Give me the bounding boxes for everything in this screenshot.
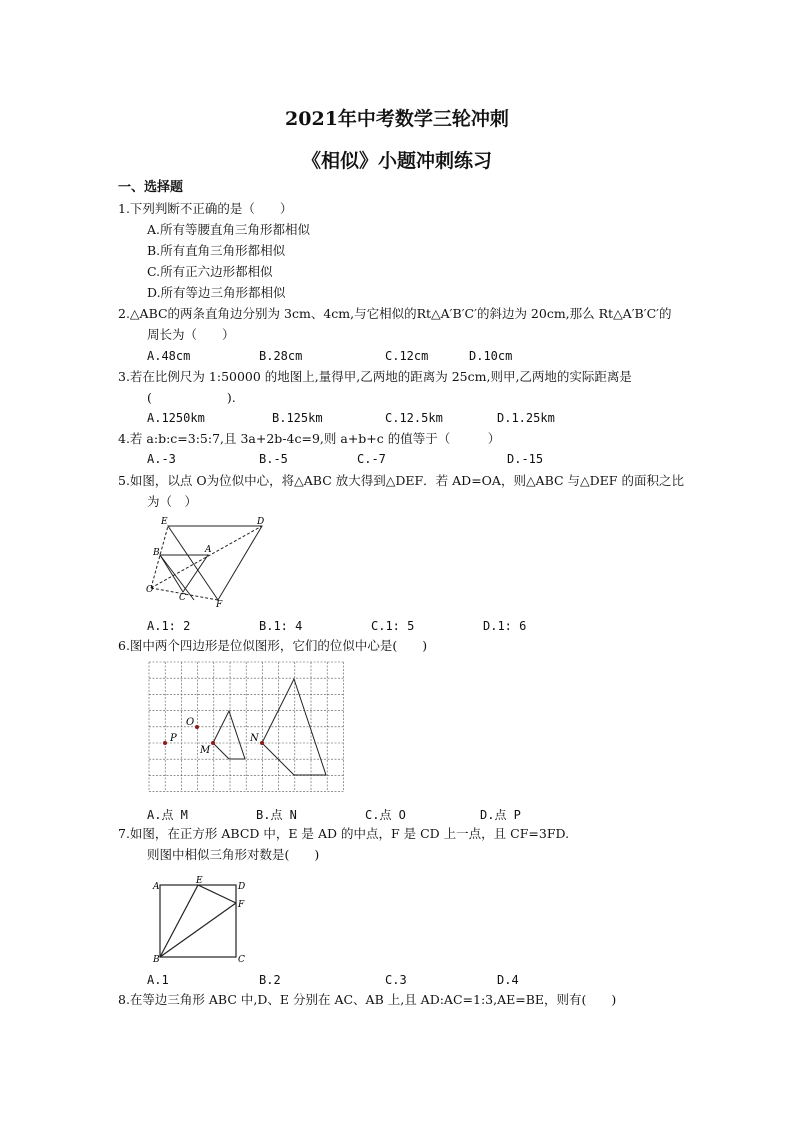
q6-option-b: B.点 N	[256, 808, 297, 822]
q5-stem-line1: 5.如图，以点 O为位似中心，将△ABC 放大得到△DEF．若 AD=OA，则△ABC 与△DEF 的面积之比	[118, 473, 684, 488]
q1-option-c: C.所有正六边形都相似	[147, 264, 273, 279]
q6-option-c: C.点 O	[365, 808, 406, 822]
q1-option-a: A.所有等腰直角三角形都相似	[147, 222, 311, 237]
q6-label-p: P	[170, 733, 177, 744]
q6-point-n	[260, 741, 264, 745]
q5-figure	[143, 512, 278, 612]
q6-small-quadrilateral	[213, 711, 245, 759]
q3-option-a: A.1250km	[147, 411, 205, 425]
q5-option-c: C.1: 5	[371, 619, 415, 633]
q5-label-a: A	[205, 545, 212, 555]
q3-option-d: D.1.25km	[497, 411, 555, 425]
q5-triangle-def	[168, 526, 262, 600]
q2-option-a: A.48cm	[147, 349, 191, 363]
q7-label-d: D	[238, 882, 246, 892]
q7-stem-line1: 7.如图，在正方形 ABCD 中，E 是 AD 的中点，F 是 CD 上一点，且 CF=3FD.	[118, 826, 570, 841]
q4-option-d: D.-15	[507, 452, 544, 466]
q7-label-e: E	[196, 876, 203, 886]
q6-label-n: N	[250, 733, 259, 744]
q7-label-a: A	[153, 882, 160, 892]
q6-point-o	[195, 725, 199, 729]
q5-label-d: D	[257, 517, 265, 527]
q6-label-m: M	[200, 745, 211, 756]
q7-square-abcd	[160, 885, 236, 957]
q2-option-b: B.28cm	[259, 349, 303, 363]
q3-stem-line1: 3.若在比例尺为 1:50000 的地图上,量得甲,乙两地的距离为 25cm,则甲,乙两地的实际距离是	[118, 369, 632, 384]
q3-option-b: B.125km	[272, 411, 323, 425]
q4-option-a: A.-3	[147, 452, 176, 466]
q5-stem-line2: 为（ ）	[147, 494, 198, 509]
q3-option-c: C.12.5km	[385, 411, 443, 425]
q5-label-e: E	[161, 517, 168, 527]
q1-stem: 1.下列判断不正确的是（ ）	[118, 201, 293, 216]
q5-option-b: B.1: 4	[259, 619, 303, 633]
q4-stem: 4.若 a:b:c=3:5:7,且 3a+2b-4c=9,则 a+b+c 的值等于（ ）	[118, 431, 501, 446]
q4-option-b: B.-5	[259, 452, 288, 466]
page-title: 2021年中考数学三轮冲刺	[285, 108, 509, 130]
q6-point-m	[211, 741, 215, 745]
q5-label-b: B	[153, 548, 160, 558]
q5-option-a: A.1: 2	[147, 619, 191, 633]
page-subtitle: 《相似》小题冲刺练习	[301, 150, 492, 172]
q2-stem-line1: 2.△ABC的两条直角边分别为 3cm、4cm,与它相似的Rt△A′B′C′的斜边为 20cm,那么 Rt△A′B′C′的	[118, 306, 672, 321]
q7-label-c: C	[238, 955, 245, 965]
q7-option-d: D.4	[497, 973, 519, 987]
q7-option-b: B.2	[259, 973, 281, 987]
q2-option-d: D.10cm	[469, 349, 513, 363]
q7-segment-be	[160, 885, 198, 957]
q6-figure	[148, 661, 345, 792]
q7-segment-bf	[160, 903, 236, 957]
q2-stem-line2: 周长为（ ）	[147, 327, 235, 342]
q6-stem: 6.图中两个四边形是位似图形，它们的位似中心是( )	[118, 638, 428, 653]
q7-label-f: F	[238, 900, 245, 910]
q2-option-c: C.12cm	[385, 349, 429, 363]
q6-point-p	[163, 741, 167, 745]
q6-label-o: O	[186, 717, 195, 728]
q8-stem: 8.在等边三角形 ABC 中,D、E 分别在 AC、AB 上,且 AD:AC=1:3,AE=BE，则有( )	[118, 992, 617, 1007]
q5-segment	[160, 555, 194, 600]
q7-stem-line2: 则图中相似三角形对数是( )	[147, 847, 320, 862]
q5-option-d: D.1: 6	[483, 619, 527, 633]
q7-figure	[150, 875, 250, 965]
q4-option-c: C.-7	[357, 452, 386, 466]
q7-segment-ef	[198, 885, 236, 903]
q5-label-o: O	[146, 585, 154, 595]
q7-option-c: C.3	[385, 973, 407, 987]
section-heading: 一、选择题	[118, 180, 184, 195]
q7-label-b: B	[153, 955, 160, 965]
q7-option-a: A.1	[147, 973, 169, 987]
q5-label-f: F	[216, 600, 223, 610]
q6-option-a: A.点 M	[147, 808, 188, 822]
q3-stem-line2: ( ).	[147, 390, 236, 405]
q1-option-b: B.所有直角三角形都相似	[147, 243, 286, 258]
q5-label-c: C	[179, 593, 186, 603]
q6-option-d: D.点 P	[480, 808, 521, 822]
q1-option-d: D.所有等边三角形都相似	[147, 285, 286, 300]
